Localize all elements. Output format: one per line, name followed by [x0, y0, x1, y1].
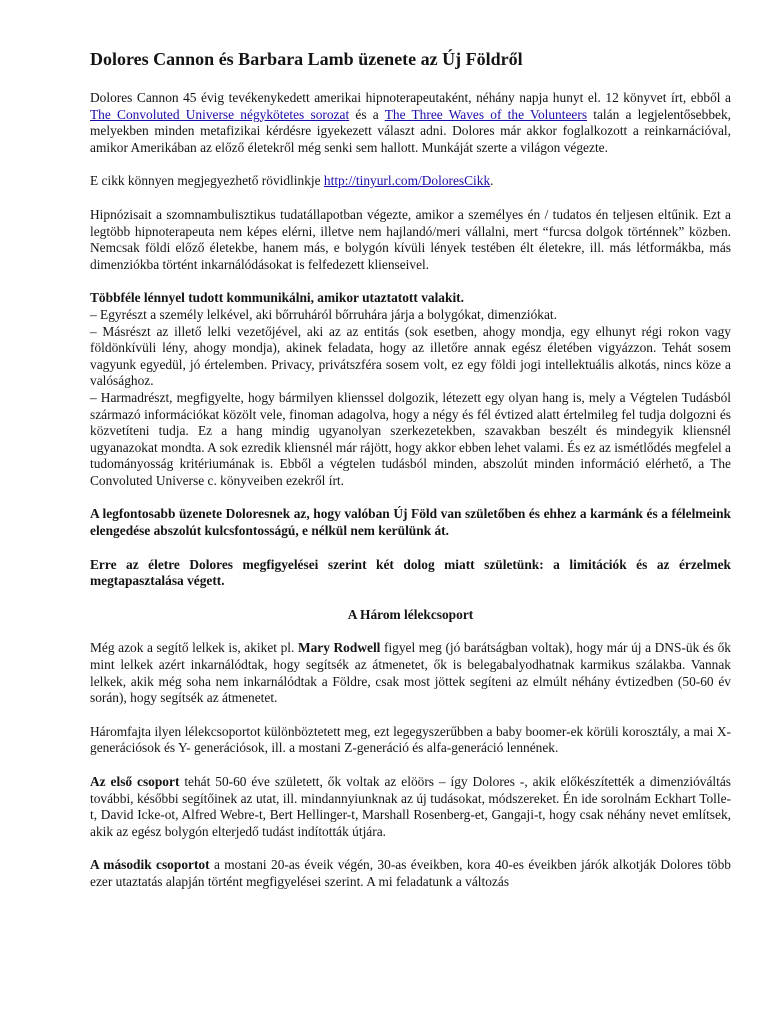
helper-souls-text-1: Még azok a segítő lelkek is, akiket pl. — [90, 640, 298, 656]
document-title: Dolores Cannon és Barbara Lamb üzenete az Új Földről — [90, 49, 523, 69]
soul-groups-paragraph: Háromfajta ilyen lélekcsoportot különböztetett meg, ezt legegyszerűbben a baby boomer-ek körüli korosztály, a mai X-generációsok és Y- generációsok, ill. a mostani Z-generáció és alfa-generáció lennének. — [90, 723, 731, 756]
helper-souls-paragraph — [90, 640, 731, 706]
first-group-label: Az első csoport — [90, 774, 180, 789]
second-group-paragraph — [90, 857, 731, 890]
intro-text-2: és a — [349, 106, 385, 122]
section-title: A Három lélekcsoport — [347, 606, 474, 622]
tinyurl-link[interactable]: http://tinyurl.com/DoloresCikk — [323, 173, 491, 189]
first-group-text: tehát 50-60 éve született, ők voltak az elöörs – így Dolores -, akik előkészítették a dimenzióváltás további, későbbi segítőinek az utat, ill. mindannyiunknak az új tudásokat, módszereket. Én ide sorolnám Eckhart Tolle-t, David Icke-ot, Alfred Webre-t, Bert Hellinger-t, Marshall Rosenberg-et, Gangaji-t, hogy csak néhány nevet említsek, akik az egész bolygón elterjedő tudást indították útjára. — [90, 774, 731, 839]
communication-line-3: – Harmadrészt, megfigyelte, hogy bármilyen klienssel dolgozik, létezett egy olyan hang is, mely a Végtelen Tudásból származó információkat közölt vele, finoman adagolva, hogy a négy és fél évtized alatt értelmileg fel tudja dolgozni és közvetíteni tudja. Ez a hang mindig ugyanolyan szerkezetekben, szavakban beszélt és mindegyik kliensnél ugyanazokat mondta. A sok ezredik kliensnél már rájött, hogy akkor ebben lehet valami. És ez az ismétlődés megfelel a tudományosság kritériumának is. Ebből a végtelen tudásból minden, abszolút minden információ elérhető, a The Convoluted Universe c. könyveiben ezekről írt. — [90, 389, 731, 488]
second-group-label: A második csoportot — [90, 857, 210, 873]
communication-line-2: – Másrészt az illető lelki vezetőjével, aki az az entitás (sok esetben, ahogy mondja, egy elhunyt régi rokon vagy földönkívüli lény, ahogy mondja), akinek feladata, hogy az illetőre annak egész életében vigyázzon. Tehát sosem vagyunk egyedül, jó értelemben. Privacy, privátszféra sosem volt, ez egy földi jogi intellektuális alkotás, nincs köze a valósághoz. — [90, 323, 731, 389]
intro-text-1: Dolores Cannon 45 évig tevékenykedett amerikai hipnoterapeutaként, néhány napja hunyt el. 12 könyvet írt, ebből a — [90, 90, 731, 105]
key-message-paragraph — [90, 506, 731, 539]
intro-text-3: talán a legjelentősebbek, melyekben minden metafizikai kérdésre igyekezett választ adni. Dolores már akkor foglalkozott a reinkarnációval, amikor Amerikában az előző életekről még senki sem hallott. Munkáját szerte a világon végezte. — [90, 106, 731, 155]
key-message-text: A legfontosabb üzenete Doloresnek az, hogy valóban Új Föld van születőben és ehhez a karmánk és a félelmeink elengedése abszolút kulcsfontosságú, e nélkül nem kerülünk át. — [90, 506, 731, 539]
mary-rodwell-name: Mary Rodwell — [297, 640, 381, 656]
section-title-paragraph — [90, 607, 731, 624]
second-group-text: a mostani 20-as éveik végén, 30-as éveikben, kora 40-es éveikben járók alkotják Dolores több ezer utaztatás alapján történt megfigyelései szerint. A mi feladatunk a változás — [90, 857, 731, 889]
hypnosis-paragraph: Hipnózisait a szomnambulisztikus tudatállapotban végezte, amikor a személyes én / tudatos én teljesen eltűnik. Ezt a legtöbb hipnoterapeuta nem képes elérni, illetve nem hajlandó/meri vállalni, mert “furcsa dolgok történnek” közben. Nemcsak földi előző életekbe, hanem más, e bolygón kívüli lények testében élt életekre, ill. más létformákba, más dimenziókba történt inkarnálódásokat is felfedezett klienseivel. — [90, 206, 731, 272]
shortlink-paragraph — [90, 173, 731, 190]
life-purpose-text: Erre az életre Dolores megfigyelései szerint két dolog miatt születünk: a limitációk és az érzelmek megtapasztalása végett. — [90, 556, 731, 589]
first-group-paragraph — [90, 774, 731, 840]
shortlink-text: E cikk könnyen megjegyezhető rövidlinkje — [90, 173, 324, 189]
shortlink-period: . — [490, 173, 494, 189]
helper-souls-text-2: figyel meg (jó barátságban voltak), hogy már új a DNS-ük és ők mint lelkek azért inkarnálódtak, hogy segítsék az átmenetet, ők is belegabalyodhatnak karmikus szálakba. Vannak lelkek, akik még soha nem inkarnálódtak a Földre, csak most jöttek segíteni az elmúlt néhány évtizedben (50-60 év során), hogy segítsék az átmenetet. — [90, 640, 731, 706]
three-waves-link[interactable]: The Three Waves of the Volunteers — [384, 106, 588, 122]
life-purpose-paragraph — [90, 557, 731, 590]
communication-line-1: – Egyrészt a személy lelkével, aki bőrruháról bőrruhára járja a bolygókat, dimenziókat. — [90, 306, 558, 322]
convoluted-universe-link[interactable]: The Convoluted Universe négykötetes sorozat — [90, 106, 350, 122]
intro-paragraph — [90, 90, 731, 156]
document-page — [90, 48, 731, 891]
communication-heading: Többféle lénnyel tudott kommunikálni, amikor utaztatott valakit. — [90, 290, 464, 306]
communication-paragraph — [90, 290, 731, 489]
